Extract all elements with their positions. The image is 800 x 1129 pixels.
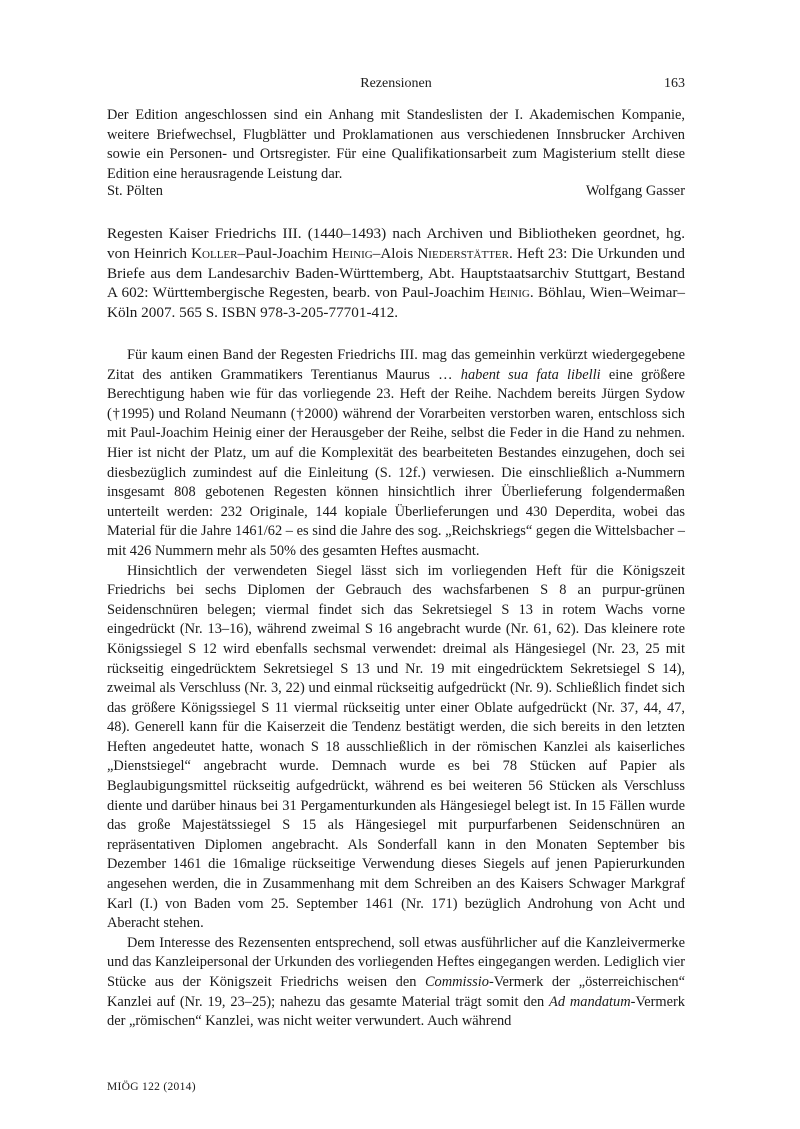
- ad-mandatum-term: Ad mandatum: [549, 993, 631, 1010]
- intro-paragraph: [107, 106, 685, 184]
- p3-text-b: -Vermerk der „österreichischen“ Kanzlei auf (Nr. 19, 23–25); nahezu das gesamte Material trägt somit den: [107, 974, 686, 1010]
- bibliographic-entry: [107, 224, 685, 323]
- latin-quote: habent sua fata libelli: [460, 366, 601, 383]
- page-header: [107, 76, 685, 96]
- biblio-sep-1: –Paul-Joachim: [237, 244, 332, 262]
- review-signature: [107, 183, 685, 203]
- p1-text-b: eine größere Berechtigung haben wie für das vorliegende 23. Heft der Reihe. Nachdem bereits Jürgen Sydow (†1995) und Roland Neumann (†2000) während der Vorarbeiten verstorben waren, entschloss sich mit Paul-Joachim Heinig einer der Herausgeber der Reihe, selbst die Feder in die Hand zu nehmen. Hier ist nicht der Platz, um auf die Komplexität des bearbeiteten Bestandes einzugehen, doch sei diesbezüglich zumindest auf die Einleitung (S. 12f.) verwiesen. Die einschließlich a-Nummern insgesamt 808 gebotenen Regesten können hinsichtlich ihrer Überlieferung folgendermaßen unterteilt werden: 232 Originale, 144 kopiale Überlieferungen und 430 Deperdita, wobei das Material für die Jahre 1461/62 – es sind die Jahre des sog. „Reichskriegs“ gegen die Wittelsbacher – mit 426 Nummern mehr als 50% des gesamten Heftes ausmacht.: [107, 366, 686, 559]
- body-paragraph-1: [107, 346, 685, 562]
- editor-name-heinig: Heinig: [331, 244, 373, 262]
- journal-footer: MIÖG 122 (2014): [107, 1081, 196, 1093]
- p1-text-a: Für kaum einen Band der Regesten Friedrichs III. mag das gemeinhin verkürzt wiedergegebene Zitat des antiken Grammatikers Terentianus Maurus …: [107, 347, 685, 383]
- running-title: Rezensionen: [360, 76, 432, 91]
- body-paragraph-2: Hinsichtlich der verwendeten Siegel lässt sich im vorliegenden Heft für die Königszeit Friedrichs bei sechs Diplomen der Gebrauch des wachsfarbenen S 8 an purpur-grünen Seidenschnüren belegen; viermal findet sich das Sekretsiegel S 13 in rotem Wachs vorne eingedrückt (Nr. 13–16), während zweimal S 16 angebracht wurde (Nr. 61, 62). Das kleinere rote Königssiegel S 12 wird ebenfalls sechsmal verwendet: dreimal als Hängesiegel (Nr. 23, 25 mit rückseitig eingedrücktem Sekretsiegel S 13 und Nr. 19 mit eingedrücktem Sekretsiegel S 14), zweimal als Verschluss (Nr. 3, 22) und einmal rückseitig aufgedrückt (Nr. 9). Schließlich findet sich das größere Königssiegel S 11 viermal rückseitig unter einer Oblate aufgedrückt (Nr. 37, 44, 47, 48). Generell kann für die Kaiserzeit die Tendenz bestätigt werden, die sich bereits in den letzten Heften angedeutet hatte, wonach S 18 ausschließlich in der römischen Kanzlei als kaiserliches „Dienstsiegel“ angebracht wurde. Demnach wurde es bei 78 Stücken auf Papier als Beglaubigungsmittel rückseitig aufgedrückt, während es bei weiteren 56 Stücken als Verschluss diente und darüber hinaus bei 31 Pergamenturkunden als Hängesiegel belegt ist. In 15 Fällen wurde das große Majestätssiegel S 15 als Hängesiegel mit purpurfarbenen Seidenschnüren an repräsentativen Diplomen angebracht. Als Sonderfall kann in den Monaten September bis Dezember 1461 die 16malige rückseitige Verwendung dieses Siegels auf jenen Papierurkunden angesehen werden, die in Zusammenhang mit dem Schreiben an des Kaisers Schwager Markgraf Karl (I.) von Baden vom 25. September 1461 (Nr. 171) bezüglich Androhung von Acht und Aberacht stehen.: [107, 562, 685, 932]
- biblio-part-1: Regesten Kaiser Friedrichs III. (1440–1493) nach Archiven und Bibliotheken geordnet, hg. von Heinrich: [107, 225, 685, 262]
- biblio-sep-2: –Alois: [372, 244, 418, 262]
- review-body: [107, 346, 685, 1032]
- biblio-part-3: . Böhlau, Wien–Weimar–Köln 2007. 565 S. ISBN 978-3-205-77701-412.: [107, 284, 685, 322]
- p3-text-c: -Vermerk der „römischen“ Kanzlei, was nicht weiter verwundert. Auch während: [107, 993, 685, 1030]
- commissio-term: Commissio: [424, 974, 489, 990]
- intro-text: Der Edition angeschlossen sind ein Anhang mit Standeslisten der I. Akademischen Kompanie, weitere Briefwechsel, Flugblätter und Proklamationen aus verschiedenen Innsbrucker Archiven sowie ein Personen- und Ortsregister. Für eine Qualifikationsarbeit zum Magisterium stellt diese Edition eine herausragende Leistung dar.: [107, 107, 685, 182]
- signature-place: St. Pölten: [107, 183, 163, 199]
- bearbeiter-name-heinig: Heinig: [488, 284, 530, 302]
- p3-text-a: Dem Interesse des Rezensenten entsprechend, soll etwas ausführlicher auf die Kanzleivermerke und das Kanzleipersonal der Urkunden des vorliegenden Heftes eingegangen werden. Lediglich vier Stücke aus der Königszeit Friedrichs weisen den: [107, 934, 685, 990]
- page-number: 163: [664, 76, 685, 91]
- editor-name-koller: Koller: [191, 244, 238, 262]
- body-paragraph-3: [107, 934, 685, 1032]
- editor-name-niederstaetter: Niederstätter: [417, 244, 509, 262]
- biblio-part-2: . Heft 23: Die Urkunden und Briefe aus dem Landesarchiv Baden-Württemberg, Abt. Hauptstaatsarchiv Stuttgart, Bestand A 602: Württembergische Regesten, bearb. von Paul-Joachim: [107, 244, 686, 302]
- signature-author: Wolfgang Gasser: [585, 183, 685, 199]
